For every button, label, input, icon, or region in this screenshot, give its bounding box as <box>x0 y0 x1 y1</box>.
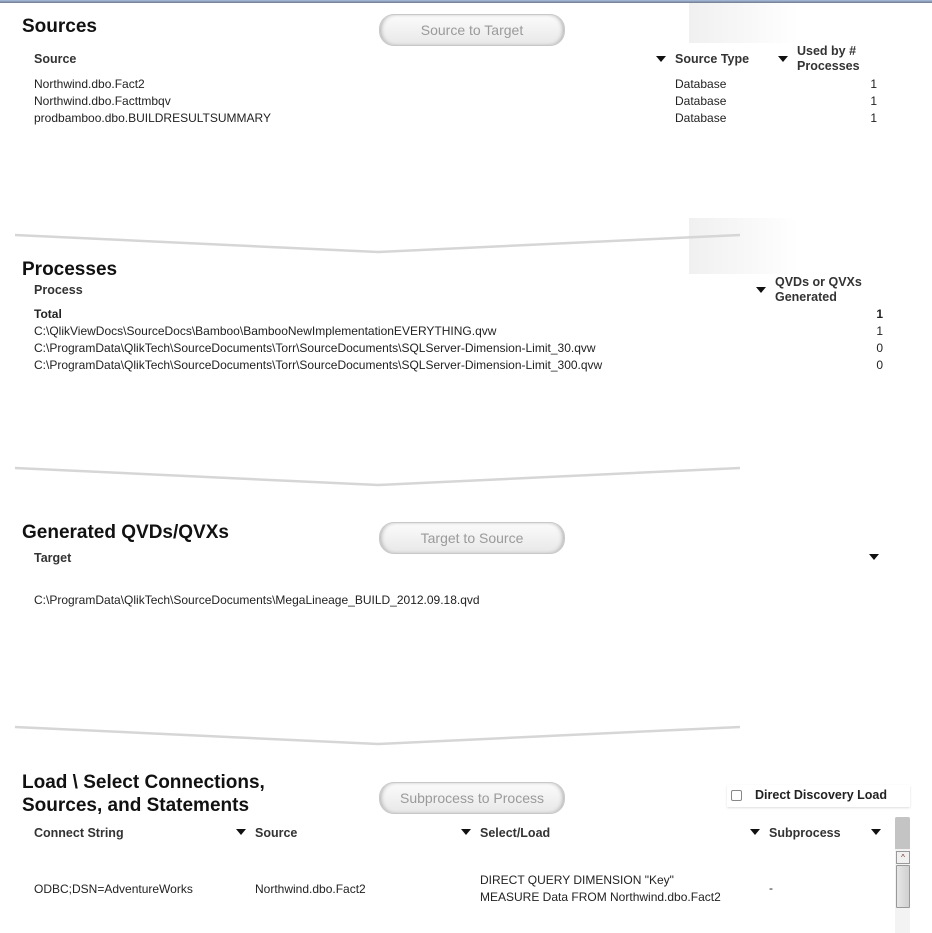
target-cell[interactable]: C:\ProgramData\QlikTech\SourceDocuments\MegaLineage_BUILD_2012.09.18.qvd <box>34 593 480 607</box>
source-cell[interactable]: Northwind.dbo.Facttmbqv <box>34 94 171 108</box>
processes-title: Processes <box>22 259 118 280</box>
process-cell[interactable]: C:\QlikViewDocs\SourceDocs\Bamboo\BambooNewImplementationEVERYTHING.qvw <box>34 324 497 338</box>
process-cell[interactable]: C:\ProgramData\QlikTech\SourceDocuments\Torr\SourceDocuments\SQLServer-Dimension-Limit_30.qvw <box>34 341 596 355</box>
source-type-cell[interactable]: Database <box>675 77 727 91</box>
sort-dropdown-icon[interactable] <box>750 829 760 835</box>
col-header-qvds-generated[interactable]: QVDs or QVXs Generated <box>775 275 862 304</box>
col-header-select-load[interactable]: Select/Load <box>480 826 551 840</box>
connect-string-cell[interactable]: ODBC;DSN=AdventureWorks <box>34 882 193 896</box>
source-cell[interactable]: Northwind.dbo.Fact2 <box>255 882 366 896</box>
flow-divider-arrow <box>0 463 760 493</box>
decorative-fade <box>689 3 799 43</box>
sources-title: Sources <box>22 16 97 37</box>
source-type-cell[interactable]: Database <box>675 111 727 125</box>
qvds-cell: 0 <box>876 358 883 372</box>
col-header-connect-string[interactable]: Connect String <box>34 826 124 840</box>
col-header-source[interactable]: Source <box>34 52 77 66</box>
qvds-cell: 1 <box>876 324 883 338</box>
sort-dropdown-icon[interactable] <box>461 829 471 835</box>
col-header-source[interactable]: Source <box>255 826 298 840</box>
source-cell[interactable]: prodbamboo.dbo.BUILDRESULTSUMMARY <box>34 111 271 125</box>
flow-divider-arrow <box>0 230 760 260</box>
flow-divider-arrow <box>0 722 760 752</box>
source-to-target-button[interactable]: Source to Target <box>379 14 565 46</box>
direct-discovery-load-toggle[interactable] <box>727 785 910 807</box>
source-type-cell[interactable]: Database <box>675 94 727 108</box>
checkbox-icon[interactable] <box>731 790 742 801</box>
scrollbar-top-cap <box>895 817 910 849</box>
col-header-target[interactable]: Target <box>34 551 72 565</box>
generated-title: Generated QVDs/QVXs <box>22 522 229 543</box>
total-value: 1 <box>876 307 883 321</box>
process-cell[interactable]: C:\ProgramData\QlikTech\SourceDocuments\Torr\SourceDocuments\SQLServer-Dimension-Limit_300.qvw <box>34 358 603 372</box>
col-header-process[interactable]: Process <box>34 283 83 297</box>
qvds-cell: 0 <box>876 341 883 355</box>
sort-dropdown-icon[interactable] <box>871 829 881 835</box>
select-load-cell-line1[interactable]: DIRECT QUERY DIMENSION "Key" <box>480 873 674 887</box>
used-by-cell: 1 <box>870 77 877 91</box>
col-header-source-type[interactable]: Source Type <box>675 52 750 66</box>
sort-dropdown-icon[interactable] <box>236 829 246 835</box>
source-cell[interactable]: Northwind.dbo.Fact2 <box>34 77 145 91</box>
vertical-scrollbar[interactable] <box>895 817 910 933</box>
subprocess-to-process-button[interactable]: Subprocess to Process <box>379 782 565 814</box>
sort-dropdown-icon[interactable] <box>656 56 666 62</box>
col-header-used-by[interactable]: Used by # Processes <box>797 44 860 73</box>
scroll-up-arrow-icon[interactable]: ^ <box>896 851 910 864</box>
checkbox-label[interactable]: Direct Discovery Load <box>755 788 887 802</box>
target-to-source-button[interactable]: Target to Source <box>379 522 565 554</box>
load-title-line2: Sources, and Statements <box>22 795 250 816</box>
used-by-cell: 1 <box>870 94 877 108</box>
select-load-cell-line2[interactable]: MEASURE Data FROM Northwind.dbo.Fact2 <box>480 890 721 904</box>
used-by-cell: 1 <box>870 111 877 125</box>
col-header-subprocess[interactable]: Subprocess <box>769 826 841 840</box>
sort-dropdown-icon[interactable] <box>756 287 766 293</box>
total-label: Total <box>34 307 62 321</box>
sort-dropdown-icon[interactable] <box>869 554 879 560</box>
sort-dropdown-icon[interactable] <box>778 56 788 62</box>
load-title-line1: Load \ Select Connections, <box>22 772 265 793</box>
scrollbar-thumb[interactable] <box>896 865 910 908</box>
subprocess-cell[interactable]: - <box>769 881 773 895</box>
